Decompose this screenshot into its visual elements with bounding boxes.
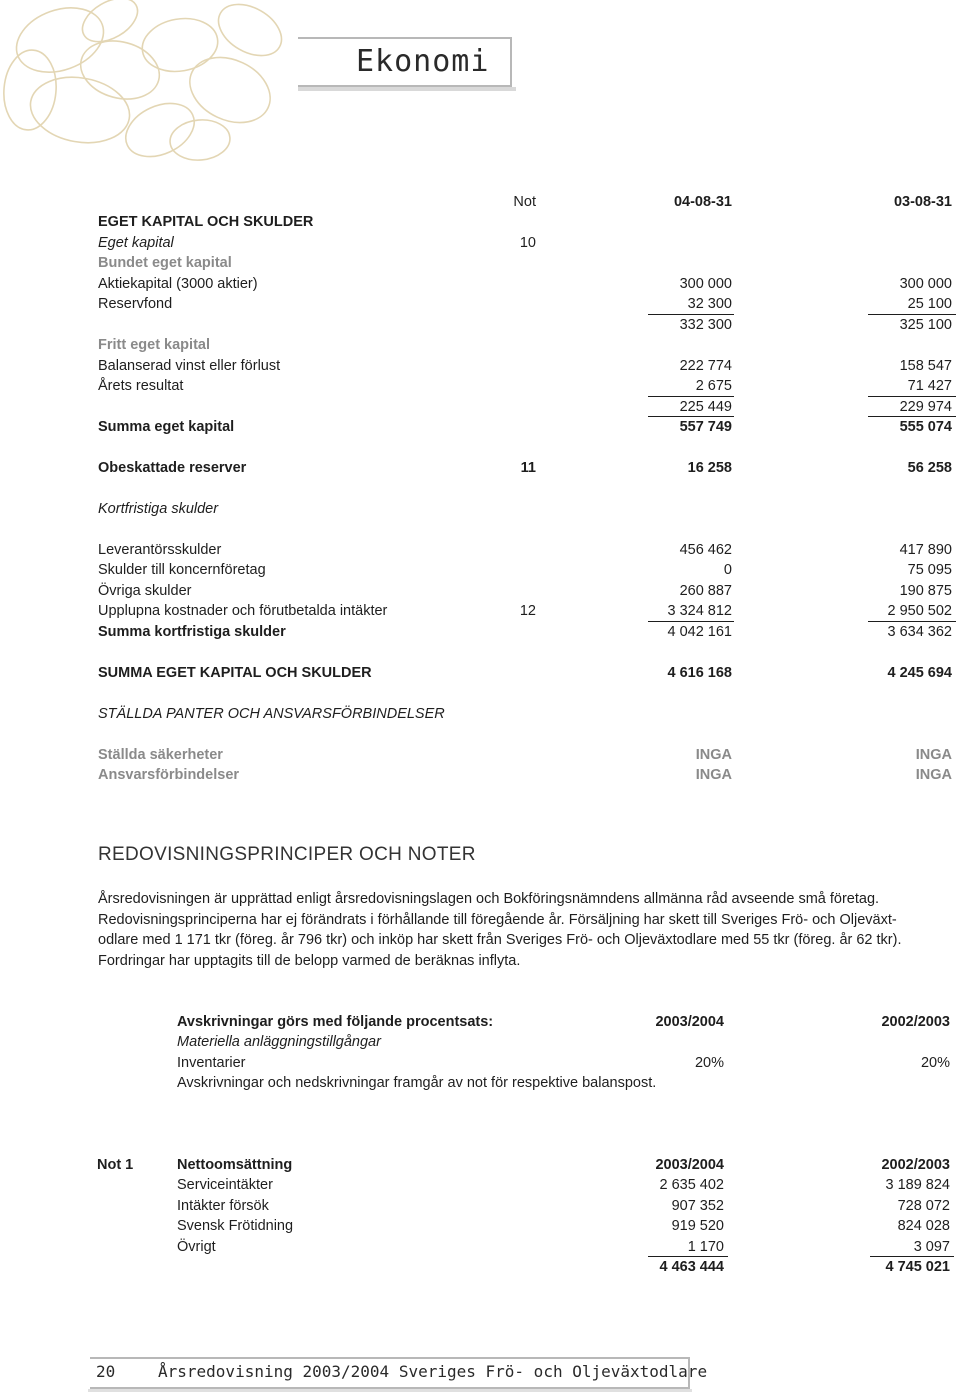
column-current-header: 2003/2004 bbox=[655, 1157, 724, 1173]
row-previous: 3 097 bbox=[913, 1239, 950, 1255]
table-row bbox=[0, 356, 960, 376]
row-current: 0 bbox=[723, 562, 732, 578]
row-label: Summa eget kapital bbox=[98, 419, 235, 435]
row-previous: 4 245 694 bbox=[887, 665, 952, 681]
row-label: Avskrivningar och nedskrivningar framgår av not för respektive balanspost. bbox=[177, 1075, 657, 1091]
row-note: 12 bbox=[519, 603, 536, 619]
row-current: 3 324 812 bbox=[667, 603, 732, 619]
table-row bbox=[0, 417, 960, 437]
paragraph-line: Redovisningsprinciperna har ej förändrats i förhållande till föregående år. Försäljning har skett till Sveriges Frö- och Oljeväxt- bbox=[98, 911, 897, 928]
row-label: Eget kapital bbox=[98, 235, 174, 251]
row-label: Skulder till koncernföretag bbox=[98, 562, 266, 578]
row-current: 332 300 bbox=[679, 317, 732, 333]
footer bbox=[96, 1362, 707, 1381]
row-label: STÄLLDA PANTER OCH ANSVARSFÖRBINDELSER bbox=[98, 706, 445, 722]
row-current: 2 635 402 bbox=[659, 1177, 724, 1193]
row-current: 32 300 bbox=[687, 296, 732, 312]
table-row bbox=[0, 315, 960, 335]
row-previous: 417 890 bbox=[899, 542, 952, 558]
row-previous: 56 258 bbox=[907, 460, 952, 476]
row-current: 907 352 bbox=[671, 1198, 724, 1214]
depreciation-heading: Avskrivningar görs med följande procentsats: bbox=[177, 1014, 494, 1030]
row-current: 16 258 bbox=[687, 460, 732, 476]
row-note: 11 bbox=[520, 460, 536, 476]
column-previous-header: 2002/2003 bbox=[881, 1157, 950, 1173]
row-current: 919 520 bbox=[671, 1218, 724, 1234]
table-row bbox=[0, 765, 960, 785]
table-row bbox=[0, 253, 960, 273]
principles-paragraph bbox=[98, 889, 958, 971]
row-label: Obeskattade reserver bbox=[98, 460, 247, 476]
row-label: Årets resultat bbox=[98, 378, 184, 394]
row-label: Leverantörsskulder bbox=[98, 542, 222, 558]
row-previous: 2 950 502 bbox=[887, 603, 952, 619]
table-row bbox=[0, 581, 960, 601]
row-label: Upplupna kostnader och förutbetalda intäkter bbox=[98, 603, 388, 619]
row-current: 1 170 bbox=[687, 1239, 724, 1255]
row-previous: 158 547 bbox=[899, 358, 952, 374]
row-previous: INGA bbox=[915, 747, 952, 763]
table-row bbox=[0, 745, 960, 765]
row-label: Övrigt bbox=[177, 1239, 216, 1255]
column-current-header: 04-08-31 bbox=[673, 194, 732, 210]
row-current: 456 462 bbox=[679, 542, 732, 558]
page-title: Ekonomi bbox=[356, 44, 490, 79]
column-previous-header: 2002/2003 bbox=[881, 1014, 950, 1030]
table-row bbox=[0, 1053, 960, 1073]
table-row bbox=[0, 622, 960, 642]
row-current: 222 774 bbox=[679, 358, 732, 374]
row-label: Intäkter försök bbox=[177, 1198, 269, 1214]
table-row bbox=[0, 376, 960, 396]
table-row bbox=[0, 601, 960, 621]
row-label: Balanserad vinst eller förlust bbox=[98, 358, 281, 374]
row-current: 4 042 161 bbox=[667, 624, 732, 640]
decorative-swirl-graphic bbox=[0, 0, 300, 175]
row-current: 20% bbox=[694, 1055, 724, 1071]
row-current: 225 449 bbox=[679, 399, 732, 415]
depreciation-header-row bbox=[0, 1012, 960, 1032]
row-previous: 3 634 362 bbox=[887, 624, 952, 640]
paragraph-line: odlare med 1 171 tkr (föreg. år 796 tkr) och inköp har skett från Sveriges Frö- och Oljeväxtodlare med 55 tkr (föreg. år 62 tkr). bbox=[98, 932, 902, 948]
column-previous-header: 03-08-31 bbox=[893, 194, 952, 210]
table-row bbox=[0, 397, 960, 417]
row-previous: 300 000 bbox=[899, 276, 952, 292]
footer-text: Årsredovisning 2003/2004 Sveriges Frö- och Oljeväxtodlare bbox=[158, 1362, 708, 1381]
row-label: Ställda säkerheter bbox=[98, 747, 223, 763]
row-current: 557 749 bbox=[679, 419, 732, 435]
table-row bbox=[0, 499, 960, 519]
row-label: Ansvarsförbindelser bbox=[98, 767, 240, 783]
table-row bbox=[0, 335, 960, 355]
column-current-header: 2003/2004 bbox=[655, 1014, 724, 1030]
row-previous: 71 427 bbox=[907, 378, 952, 394]
section-heading: EGET KAPITAL OCH SKULDER bbox=[98, 214, 314, 230]
note-heading: Nettoomsättning bbox=[177, 1157, 293, 1173]
row-previous: 20% bbox=[920, 1055, 950, 1071]
row-previous: 824 028 bbox=[897, 1218, 950, 1234]
row-label: Fritt eget kapital bbox=[98, 337, 210, 353]
not1-header-row bbox=[0, 1155, 960, 1175]
row-note: 10 bbox=[519, 235, 536, 251]
column-note-header: Not bbox=[513, 194, 536, 210]
table-row bbox=[0, 1073, 960, 1093]
row-label: Materiella anläggningstillgångar bbox=[177, 1034, 381, 1050]
table-row bbox=[0, 560, 960, 580]
table-row bbox=[0, 233, 960, 253]
row-current: INGA bbox=[695, 747, 732, 763]
row-previous: 25 100 bbox=[907, 296, 952, 312]
row-current: INGA bbox=[695, 767, 732, 783]
row-current: 260 887 bbox=[679, 583, 732, 599]
row-label: Reservfond bbox=[98, 296, 173, 312]
row-label: Bundet eget kapital bbox=[98, 255, 232, 271]
row-label: Svensk Frötidning bbox=[177, 1218, 294, 1234]
row-previous: 4 745 021 bbox=[885, 1259, 950, 1275]
row-label: Inventarier bbox=[177, 1055, 246, 1071]
row-previous: 555 074 bbox=[899, 419, 952, 435]
row-label: Aktiekapital (3000 aktier) bbox=[98, 276, 258, 292]
row-current: 300 000 bbox=[679, 276, 732, 292]
row-previous: 229 974 bbox=[899, 399, 952, 415]
row-label: Övriga skulder bbox=[98, 583, 192, 599]
row-current: 2 675 bbox=[695, 378, 732, 394]
row-previous: 3 189 824 bbox=[885, 1177, 950, 1193]
row-label: Kortfristiga skulder bbox=[98, 501, 219, 517]
row-label: SUMMA EGET KAPITAL OCH SKULDER bbox=[98, 665, 372, 681]
table-row bbox=[0, 663, 960, 683]
table-row bbox=[0, 274, 960, 294]
paragraph-line: Fordringar har upptagits till de belopp varmed de beräknas inflyta. bbox=[98, 952, 521, 969]
table-row bbox=[0, 1216, 960, 1236]
table-row bbox=[0, 704, 960, 724]
table-row bbox=[0, 540, 960, 560]
page-number: 20 bbox=[96, 1362, 116, 1381]
row-previous: 75 095 bbox=[907, 562, 952, 578]
balance-header-row bbox=[0, 192, 960, 212]
table-row bbox=[0, 1237, 960, 1257]
paragraph-line: Årsredovisningen är upprättad enligt årsredovisningslagen och Bokföringsnämndens allmänna råd avseende små företag. bbox=[98, 891, 880, 907]
table-row bbox=[0, 1196, 960, 1216]
table-row bbox=[0, 458, 960, 478]
table-row bbox=[0, 1175, 960, 1195]
row-label: Serviceintäkter bbox=[177, 1177, 273, 1193]
row-label: Summa kortfristiga skulder bbox=[98, 624, 286, 640]
table-row bbox=[0, 1257, 960, 1277]
row-previous: 728 072 bbox=[897, 1198, 950, 1214]
table-row bbox=[0, 1032, 960, 1052]
note-number: Not 1 bbox=[97, 1157, 134, 1173]
row-current: 4 616 168 bbox=[667, 665, 732, 681]
table-row bbox=[0, 294, 960, 314]
row-current: 4 463 444 bbox=[659, 1259, 724, 1275]
row-previous: 190 875 bbox=[899, 583, 952, 599]
row-previous: 325 100 bbox=[899, 317, 952, 333]
principles-heading: REDOVISNINGSPRINCIPER OCH NOTER bbox=[98, 844, 476, 865]
row-previous: INGA bbox=[915, 767, 952, 783]
section-heading-row bbox=[0, 212, 960, 232]
